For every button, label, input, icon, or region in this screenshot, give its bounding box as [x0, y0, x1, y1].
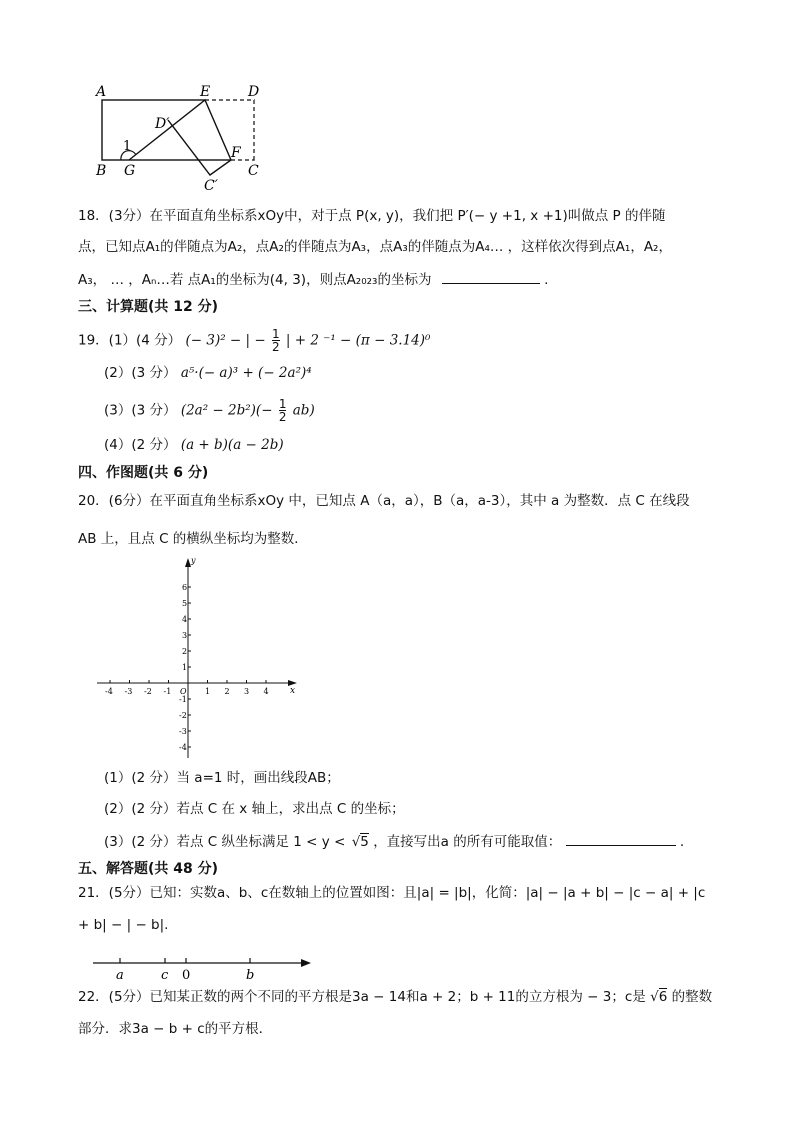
- axis-ticks: [105, 583, 269, 752]
- q19-p1-expr-b: | + 2 ⁻¹ − (π − 3.14)⁰: [285, 332, 431, 349]
- q19-part2: [104, 364, 312, 382]
- x-tick-label: 1: [205, 687, 211, 696]
- q19-p3-head: (3）(3 分）: [104, 402, 177, 419]
- q18-line1: 18．(3分）在平面直角坐标系xOy中，对于点 P(x, y)，我们把 P′(− y +1, x +1)叫做点 P 的伴随: [78, 208, 666, 224]
- y-tick-label: 2: [182, 647, 188, 656]
- y-tick-label: 3: [182, 631, 188, 640]
- y-tick-label: 4: [182, 615, 188, 624]
- y-axis-label: y: [191, 556, 196, 565]
- q21-line1: 21．(5分）已知：实数a、b、c在数轴上的位置如图：且|a| = |b|，化简：|a| − |a + b| − |c − a| + |c: [78, 885, 706, 901]
- x-tick-label: -4: [105, 687, 113, 696]
- number-line: [90, 955, 315, 983]
- section4-title: 四、作图题(共 6 分): [78, 465, 209, 481]
- q19-p3-expr-a: (2a² − 2b²)(−: [180, 402, 273, 419]
- fold-lines: [129, 100, 231, 175]
- y-tick-label: 5: [182, 599, 188, 608]
- x-tick-label: -3: [124, 687, 133, 696]
- label-d-prime: D′: [155, 116, 170, 132]
- label-g: G: [124, 163, 136, 179]
- q19-p1-fraction: [272, 328, 280, 353]
- q19-p4-expr: (a + b)(a − 2b): [180, 437, 284, 453]
- q20-line1: 20．(6分）在平面直角坐标系xOy 中，已知点 A（a，a），B（a，a-3），其中 a 为整数．点 C 在线段: [78, 493, 690, 509]
- label-c-prime: C′: [204, 178, 218, 194]
- label-d: D: [248, 84, 260, 100]
- y-tick-label: -3: [179, 727, 187, 736]
- label-e: E: [200, 84, 211, 100]
- q20-p3-text-a: (3）(2 分）若点 C 纵坐标满足 1 < y <: [104, 834, 346, 850]
- q18-line3: [78, 269, 548, 289]
- q19-p3-frac-num: 1: [278, 397, 287, 411]
- x-tick-label: 2: [224, 687, 230, 696]
- q22-radicand: 6: [658, 989, 668, 1005]
- y-tick-label: -2: [179, 711, 187, 720]
- label-f: F: [231, 145, 241, 161]
- nl-label-b: b: [246, 968, 255, 983]
- q20-part3: [104, 831, 684, 851]
- nl-label-c: c: [161, 968, 169, 983]
- x-tick-label: 3: [244, 687, 250, 696]
- q19-p3-fraction: [279, 398, 287, 423]
- y-tick-label: 1: [182, 663, 188, 672]
- q19-p1-expr-a: (− 3)² − | −: [185, 332, 266, 349]
- nl-label-a: a: [116, 968, 124, 983]
- q19-p2-head: (2）(3 分）: [104, 365, 177, 381]
- x-tick-label: -1: [163, 687, 172, 696]
- q22-sqrt: √6: [650, 989, 668, 1005]
- y-tick-label: 6: [182, 583, 188, 592]
- y-tick-label: -4: [179, 743, 187, 752]
- q21-line2: + b| − | − b|.: [78, 917, 169, 933]
- q18-answer-blank[interactable]: [442, 269, 540, 284]
- coordinate-plane: [92, 553, 307, 763]
- q19-p4-head: (4）(2 分）: [104, 437, 177, 453]
- q22-line2: 部分．求3a − b + c的平方根．: [78, 1021, 273, 1037]
- q20-part2: (2）(2 分）若点 C 在 x 轴上，求出点 C 的坐标；: [104, 801, 405, 817]
- q19-p3-expr-b: ab): [292, 402, 315, 419]
- q20-p3-sqrt: √5: [351, 834, 369, 850]
- q20-part1: (1）(2 分）当 a=1 时，画出线段AB；: [104, 770, 340, 786]
- q22-text-a: 22．(5分）已知某正数的两个不同的平方根是3a − 14和a + 2；b + 11的立方根为 − 3；c是: [78, 989, 646, 1005]
- x-tick-label: -2: [144, 687, 152, 696]
- q20-line2: AB 上，且点 C 的横纵坐标均为整数．: [78, 531, 308, 547]
- label-angle-1: 1: [123, 139, 132, 154]
- x-axis-label: x: [290, 686, 296, 696]
- q18-line3-text: A₃， … ，Aₙ…若 点A₁的坐标为(4, 3)，则点A₂₀₂₃的坐标为: [78, 272, 432, 288]
- q18-line2: 点，已知点A₁的伴随点为A₂，点A₂的伴随点为A₃，点A₃的伴随点为A₄… ，这样依次得到点A₁，A₂，: [78, 239, 672, 255]
- q19-p2-expr: a⁵·(− a)³ + (− 2a²)⁴: [180, 365, 312, 381]
- q19-p1-head: 19．(1）(4 分）: [78, 332, 182, 349]
- number-line-arrow: [301, 959, 311, 967]
- section5-title: 五、解答题(共 48 分): [78, 861, 219, 877]
- q20-p3-radicand: 5: [360, 834, 369, 850]
- q19-p1-frac-den: 2: [271, 340, 280, 354]
- label-a: A: [96, 84, 107, 100]
- label-b: B: [96, 163, 107, 179]
- origin-label: O: [180, 687, 187, 696]
- q19-p3-frac-den: 2: [278, 410, 287, 424]
- q19-part4: [104, 436, 284, 454]
- y-tick-label: -1: [179, 695, 187, 704]
- section3-title: 三、计算题(共 12 分): [78, 299, 219, 315]
- q20-p3-text-b: ，直接写出a 的所有可能取值：: [373, 834, 562, 850]
- q19-part1: [78, 328, 430, 353]
- rectangle-fold-figure: [88, 80, 278, 195]
- q19-p1-frac-num: 1: [271, 327, 280, 341]
- q20-p3-end: .: [679, 834, 685, 850]
- q22-text-b: 的整数: [671, 989, 713, 1005]
- label-c: C: [248, 163, 259, 179]
- nl-label-zero: 0: [182, 968, 191, 983]
- q20-answer-blank[interactable]: [566, 831, 676, 846]
- q22-line1: [78, 988, 712, 1006]
- q19-part3: [104, 398, 315, 423]
- x-tick-label: 4: [263, 687, 269, 696]
- q18-end: .: [544, 272, 549, 288]
